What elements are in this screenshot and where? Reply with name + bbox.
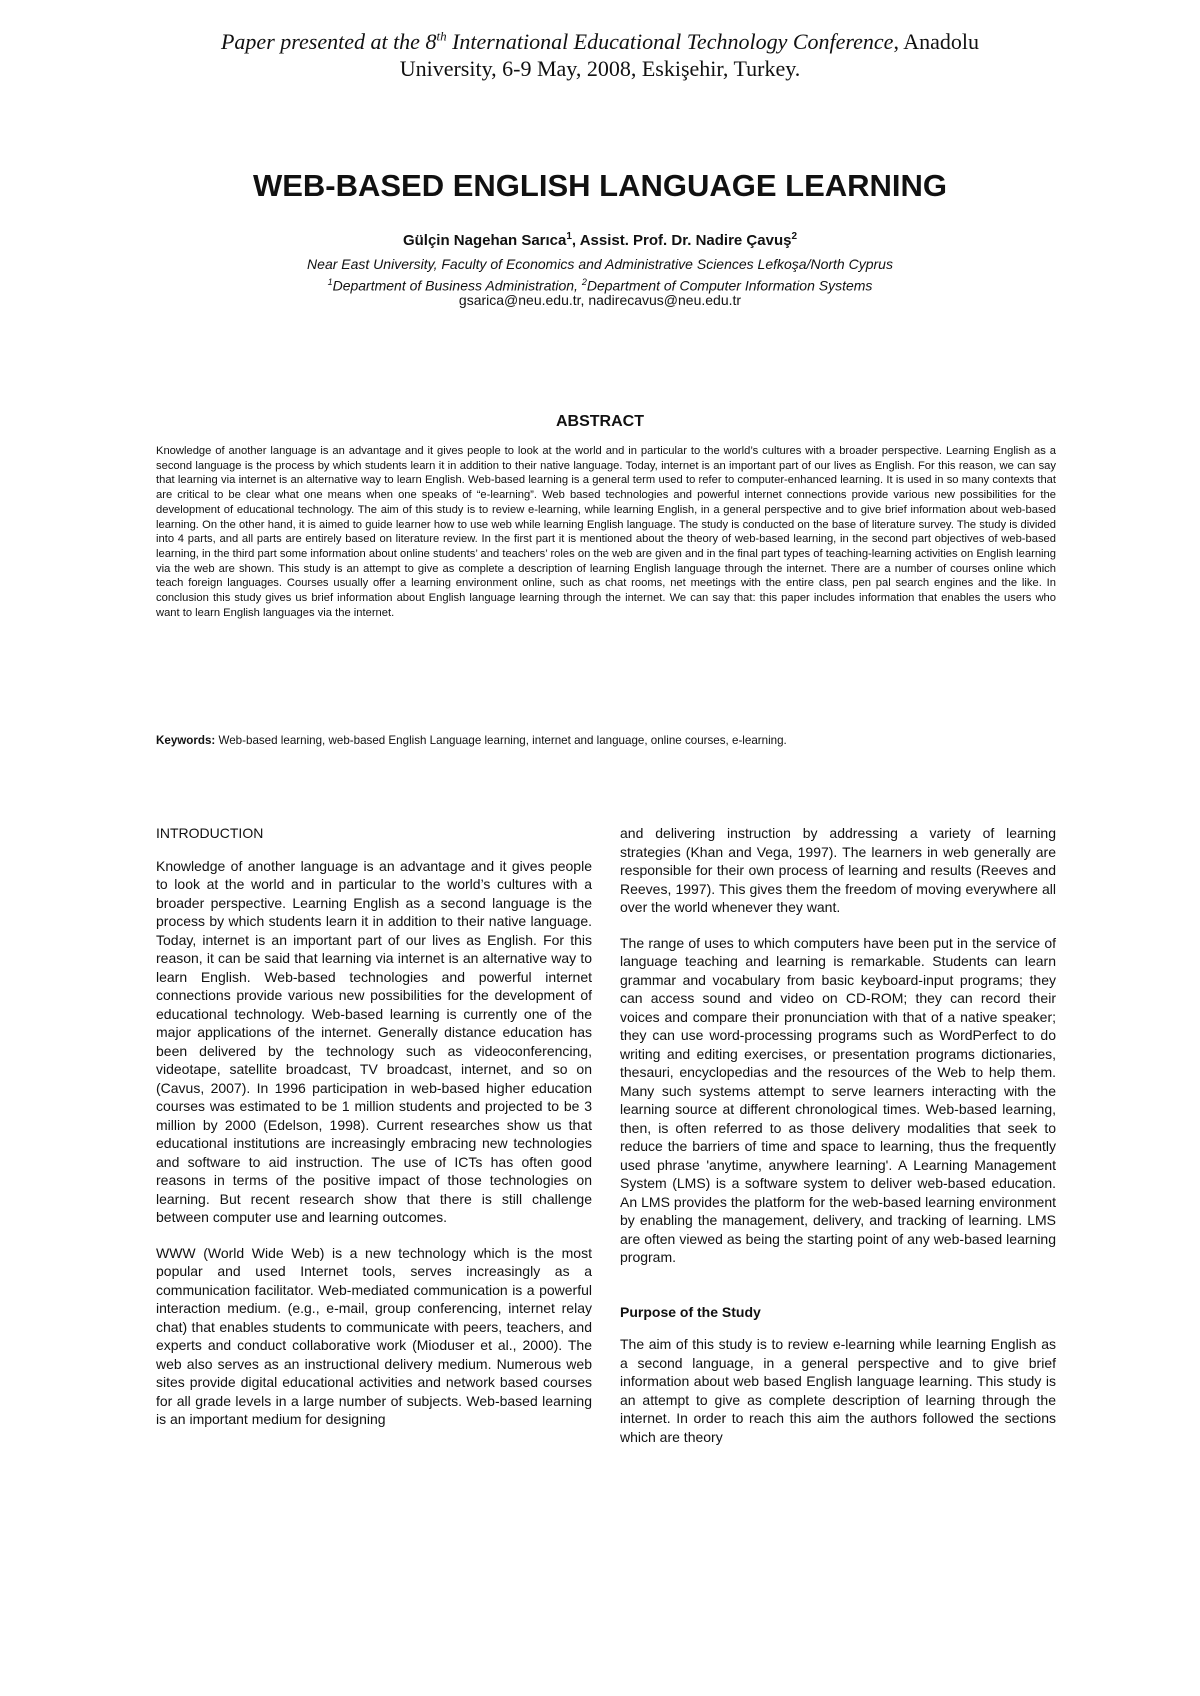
introduction-heading: INTRODUCTION [156,825,264,841]
intro-paragraph-1: Knowledge of another language is an advantage and it gives people to look at the world and in particular to the world’s cultures with a broader perspective. Learning English as a second language is the process by which students learn it in addition to their native language. Today, internet is an important part of our lives as English. For this reason, it can be said that learning via internet is an alternative way to learn English. Web-based technologies and powerful internet connections provide various new possibilities for the development of educational technology. Web-based learning is currently one of the major applications of the internet. Generally distance education has been delivered by the technology such as videoconferencing, videotape, satellite broadcast, TV broadcast, internet, and so on (Cavus, 2007). In 1996 participation in web-based higher education courses was estimated to be 1 million students and projected to be 3 million by 2000 (Edelson, 1998). Current researches show us that educational institutions are increasingly embracing new technologies and software to aid instruction. The use of ICTs has often good reasons in terms of the positive impact of those technologies on learning. But recent research show that there is still challenge between computer use and learning outcomes. [156,857,592,1225]
right-column [620,824,1056,1463]
intro-paragraph-2: WWW (World Wide Web) is a new technology which is the most popular and used Internet tools, serves increasingly as a communication facilitator. Web-mediated communication is a powerful interaction medium. (e.g., e-mail, group conferencing, internet relay chat) that enables students to communicate with peers, teachers, and experts and conduct collaborative work (Mioduser et al., 2000). The web also serves as an instructional delivery medium. Numerous web sites provide digital educational activities and network based courses for all grade levels in a large number of subjects. Web-based learning is an important medium for designing [156,1244,592,1427]
purpose-paragraph: The aim of this study is to review e-learning while learning English as a second language, in a general perspective and to give brief information about web based English language learning. This study is an attempt to give as complete description of learning through the internet. In order to reach this aim the authors followed the sections which are theory [620,1336,1056,1445]
affiliation-university: Near East University, Faculty of Economics and Administrative Sciences Lefkoşa/North Cyprus [307,256,893,272]
abstract-heading: ABSTRACT [556,413,644,430]
left-column [156,824,592,1446]
affiliation-departments: $^1$Department of Business Administration, $^2$Department of Computer Information Systems [327,277,873,294]
right-paragraph-2: The range of uses to which computers have been put in the service of language teaching and learning is remarkable. Students can learn grammar and vocabulary from basic keyboard-input programs; they can access sound and video on CD-ROM; they can record their voices and compare their pronunciation with that of a native speaker; they can use word-processing programs such as WordPerfect to do writing and editing exercises, or presentation programs dictionaries, thesauri, encyclopedias and the resources of the Web to help them. Many such systems attempt to serve learners interacting with the learning source at different chronological times. Web-based learning, then, is often referred to as those delivery modalities that seek to reduce the barriers of time and space to learning, thus the frequently used phrase 'anytime, anywhere learning'. A Learning Management System (LMS) is a software system to deliver web-based education. An LMS provides the platform for the web-based learning environment by enabling the management, delivery, and tracking of learning. LMS are often viewed as being the starting point of any web-based learning program. [620,934,1056,1265]
purpose-heading: Purpose of the Study [620,1303,761,1320]
conference-header-line1: Paper presented at the 8th International Educational Technology Conference, Anadolu [220,28,979,54]
abstract-body: Knowledge of another language is an advantage and it gives people to look at the world and in particular to the world’s cultures with a broader perspective. Learning English as a second language is the process by which students learn it in addition to their native language. Today, internet is an important part of our lives as English. For this reason, we can say that learning via internet is an alternative way to learn English. Web-based learning is a general term used to refer to computer-enhanced learning. It is used in so many contexts that are critical to be clear what one means when one speaks of “e-learning”. Web based technologies and powerful internet connections provide various new possibilities for the development of educational technology. The aim of this study is to review e-learning, while learning English, in a general perspective and to give brief information about web-based learning. On the other hand, it is aimed to guide learner how to use web while learning English language. The study is conducted on the base of literature survey. The study is divided into 4 parts, and all parts are entirely based on literature review. In the first part it is mentioned about the theory of web-based learning, in the second part objectives of web-based learning, in the third part some information about online students’ and teachers’ roles on the web are given and in the final part types of teaching-learning activities on English learning via the web are shown. This study is an attempt to give as complete a description of learning English language through the internet. There are a number of courses online which teach foreign languages. Courses usually offer a learning environment online, such as chat rooms, net meetings with the entire class, pen pal search engines and the like. In conclusion this study gives us brief information about English language learning through the internet. We can say that: this paper includes information that enables the users who want to learn English languages via the internet. [156,445,1056,619]
right-paragraph-1: and delivering instruction by addressing a variety of learning strategies (Khan and Vega, 1997). The learners in web generally are responsible for their own process of learning and results (Reeves and Reeves, 1997). This gives them the freedom of moving everywhere all over the world whenever they want. [620,825,1056,915]
conference-header-line2: University, 6-9 May, 2008, Eskişehir, Turkey. [399,56,801,81]
paper-title: WEB-BASED ENGLISH LANGUAGE LEARNING [252,168,948,203]
author-list: Gülçin Nagehan Sarıca$^1$, Assist. Prof. Dr. Nadire Çavuş$^2$ [402,231,798,249]
author-emails: gsarica@neu.edu.tr, nadirecavus@neu.edu.tr [458,292,742,308]
keywords: Keywords: Web-based learning, web-based English Language learning, internet and language, online courses, e-learning. [156,734,787,747]
